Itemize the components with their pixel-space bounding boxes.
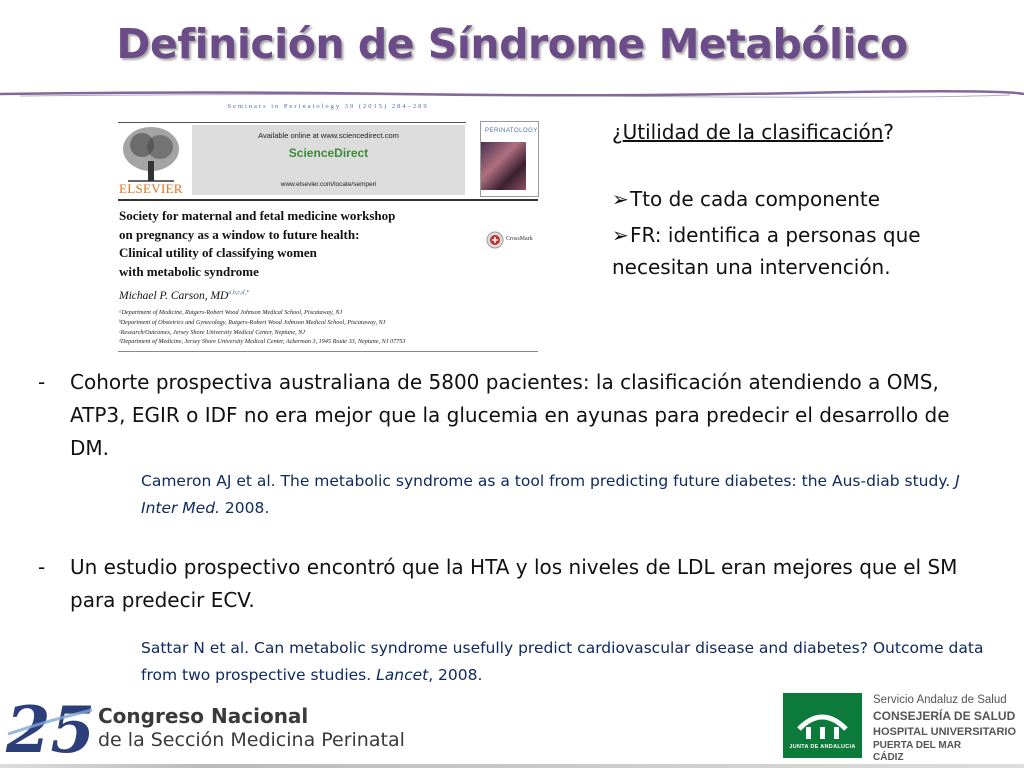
junta-andalucia-logo xyxy=(783,693,862,758)
bullet-dash: - xyxy=(38,555,46,579)
title-underline-brush xyxy=(0,88,1024,100)
journal-cover-title: PERINATOLOGY xyxy=(485,128,538,134)
affiliation-line: ᵈDepartment of Medicine, Jersey Shore University Medical Center, Ackerman 3, 1945 Route 33, Neptune, NJ 07753 xyxy=(119,338,406,346)
congress-25-logo xyxy=(4,692,96,762)
article-title-line: Clinical utility of classifying women xyxy=(119,245,317,260)
arrow-bullet-icon: ➢ xyxy=(612,223,629,247)
congress-line-2: de la Sección Medicina Perinatal xyxy=(98,729,405,751)
article-bottom-rule xyxy=(118,351,538,352)
bullet-text: FR: identifica a personas que necesitan una intervención. xyxy=(612,223,921,279)
question-mark-close: ? xyxy=(883,120,895,144)
junta-label: JUNTA DE ANDALUCIA xyxy=(789,744,856,750)
article-title-rule xyxy=(118,199,538,201)
sciencedirect-name: ScienceDirect xyxy=(288,146,369,160)
reference-cameron xyxy=(141,468,991,522)
bullet-text: Un estudio prospectivo encontró que la HTA y los niveles de LDL eran mejores que el SM para predecir ECV. xyxy=(70,555,958,612)
available-online-text: Available online at www.sciencedirect.com xyxy=(258,131,399,140)
hospital-line-2: PUERTA DEL MAR xyxy=(873,740,962,751)
reference-text: Sattar N et al. Can metabolic syndrome usefully predict cardiovascular disease and diabetes? Outcome data from two prospective studies. xyxy=(141,639,984,684)
sas-line-2: CONSEJERÍA DE SALUD xyxy=(873,709,1016,723)
author-affiliation-marks: a,b,c,d,* xyxy=(228,290,250,297)
sciencedirect-banner xyxy=(192,125,465,195)
reference-text: Cameron AJ et al. The metabolic syndrome as a tool from predicting future diabetes: the Aus-diab study. xyxy=(141,472,951,490)
crossmark-icon xyxy=(486,231,504,249)
journal-citation-line: Seminars in Perinatology 39 (2015) 284–289 xyxy=(227,103,429,110)
article-title xyxy=(119,207,469,281)
junta-emblem-icon xyxy=(793,699,852,743)
bullet-fr xyxy=(612,219,1002,283)
hospital-line-1: HOSPITAL UNIVERSITARIO xyxy=(873,726,1017,738)
congress-number: 25 xyxy=(6,693,96,762)
elsevier-logo-text: ELSEVIER xyxy=(119,181,183,196)
utilidad-underlined: Utilidad de la clasificación xyxy=(622,120,884,144)
bullet-dash: - xyxy=(38,370,46,394)
reference-journal: J Inter Med. xyxy=(141,472,960,517)
crossmark-label: CrossMark xyxy=(506,236,533,242)
article-title-line: with metabolic syndrome xyxy=(119,263,259,279)
footer-bar xyxy=(0,764,1024,768)
article-title-line: on pregnancy as a window to future health: xyxy=(119,226,360,242)
reference-year: 2008. xyxy=(224,499,270,517)
journal-cover-image xyxy=(481,142,526,190)
slide-title: Definición de Síndrome Metabólico xyxy=(116,20,908,68)
author-name: Michael P. Carson, MD xyxy=(119,290,229,302)
bullet-tto xyxy=(612,187,880,211)
reference-sattar xyxy=(141,635,991,689)
hospital-line-3: CÁDIZ xyxy=(873,752,904,763)
reference-year: , 2008. xyxy=(428,666,483,684)
sas-line-1: Servicio Andaluz de Salud xyxy=(873,694,1007,706)
affiliations xyxy=(119,308,534,347)
arrow-bullet-icon: ➢ xyxy=(612,187,629,211)
bullet-text: Tto de cada componente xyxy=(630,187,881,211)
affiliation-line: ᵇDepartment of Obstetrics and Gynecology, Rutgers-Robert Wood Johnson Medical School, Piscataway, NJ xyxy=(119,318,386,326)
article-screenshot xyxy=(118,101,538,353)
affiliation-line: ᵃDepartment of Medicine, Rutgers-Robert Wood Johnson Medical School, Piscataway, NJ xyxy=(119,309,343,316)
question-mark-open: ¿ xyxy=(612,120,623,144)
affiliation-line: ᶜResearch/Outcomes, Jersey Shore University Medical Center, Neptune, NJ xyxy=(119,328,306,336)
article-author xyxy=(119,290,249,302)
journal-url: www.elsevier.com/locate/semperi xyxy=(280,181,377,188)
utilidad-question xyxy=(612,120,894,144)
bullet-text: Cohorte prospectiva australiana de 5800 pacientes: la clasificación atendiendo a OMS, ATP3, EGIR o IDF no era mejor que la glucemia en ayunas para predecir el desarrollo de DM. xyxy=(70,370,950,460)
journal-cover xyxy=(480,121,539,197)
congress-line-1: Congreso Nacional xyxy=(98,704,309,728)
article-header-rule xyxy=(118,122,466,123)
article-title-line: Society for maternal and fetal medicine workshop xyxy=(119,208,396,223)
reference-journal: Lancet xyxy=(376,666,429,684)
